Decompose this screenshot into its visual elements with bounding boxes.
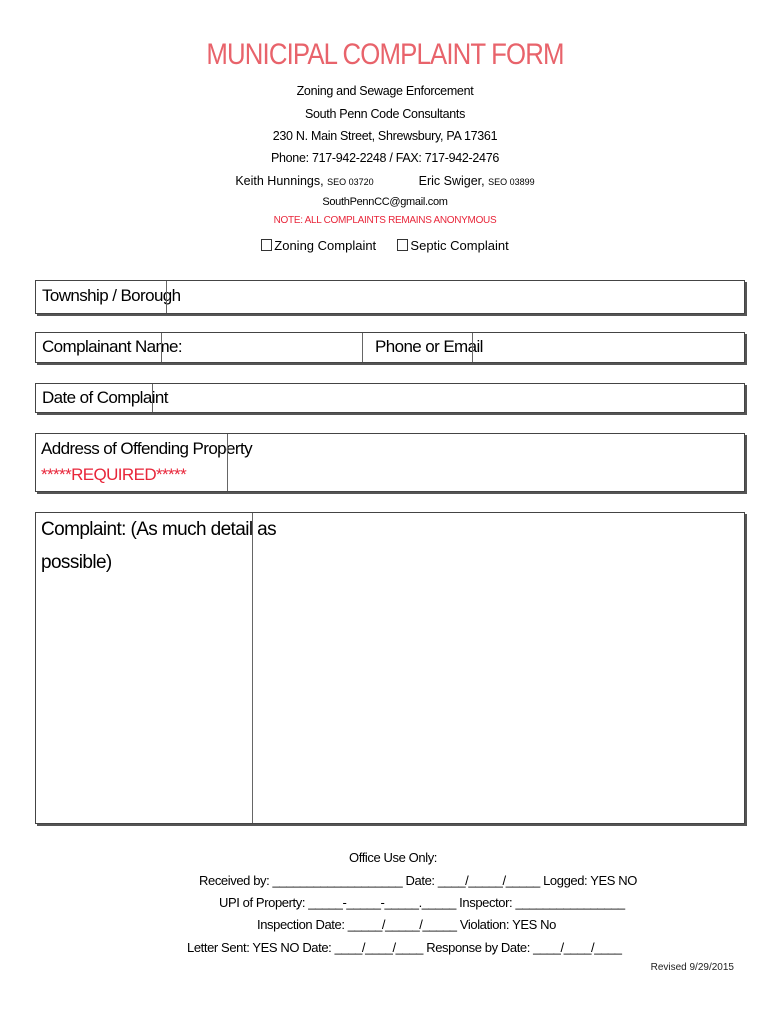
complainant-label: Complainant Name: (42, 337, 183, 356)
phone-email-label: Phone or Email (375, 337, 483, 356)
company-address: 230 N. Main Street, Shrewsbury, PA 17361 (272, 129, 498, 143)
required-note: *****REQUIRED***** (41, 465, 187, 484)
complaint-textarea[interactable] (253, 513, 744, 823)
department-name: Zoning and Sewage Enforcement (296, 84, 474, 98)
address-input[interactable] (228, 434, 744, 491)
contact2-name: Eric Swiger, (418, 174, 485, 188)
complainant-input[interactable] (162, 333, 362, 362)
date-input[interactable] (153, 384, 744, 412)
contact1-name: Keith Hunnings, (235, 174, 324, 188)
septic-checkbox[interactable] (397, 238, 508, 253)
office-line-inspection: Inspection Date: _____/_____/_____ Violation: YES No (257, 917, 556, 932)
zoning-checkbox[interactable] (261, 238, 376, 253)
zoning-label: Zoning Complaint (274, 238, 377, 253)
checkbox-icon[interactable] (397, 239, 408, 251)
complaint-label-line2: possible) (41, 552, 112, 573)
company-phone-fax: Phone: 717-942-2248 / FAX: 717-942-2476 (270, 151, 500, 165)
office-line-letter: Letter Sent: YES NO Date: ____/____/____ Response by Date: ____/____/____ (187, 940, 622, 955)
contact1-seo: SEO 03720 (327, 177, 374, 187)
anonymous-note: NOTE: ALL COMPLAINTS REMAINS ANONYMOUS (273, 215, 497, 226)
contact-email: SouthPennCC@gmail.com (322, 196, 448, 208)
office-line-upi: UPI of Property: _____-_____-_____._____ Inspector: ________________ (219, 895, 625, 910)
township-label: Township / Borough (42, 286, 181, 305)
township-row (35, 280, 745, 314)
date-row (35, 383, 745, 413)
complaint-row (35, 512, 745, 824)
address-row (35, 433, 745, 492)
septic-label: Septic Complaint (410, 238, 509, 253)
township-input[interactable] (167, 281, 744, 313)
address-label: Address of Offending Property (41, 439, 252, 458)
complaint-type-checkboxes (0, 238, 770, 253)
checkbox-icon[interactable] (261, 239, 272, 251)
form-title: MUNICIPAL COMPLAINT FORM (206, 38, 564, 71)
contact2-seo: SEO 03899 (488, 177, 535, 187)
complaint-label-line1: Complaint: (As much detail as (41, 519, 276, 540)
contact-officers (0, 174, 770, 188)
phone-email-input[interactable] (473, 333, 744, 362)
company-name: South Penn Code Consultants (304, 107, 466, 121)
complainant-row (35, 332, 745, 363)
date-label: Date of Complaint (42, 388, 168, 407)
office-heading: Office Use Only: (349, 850, 438, 865)
office-line-received: Received by: ___________________ Date: ____/_____/_____ Logged: YES NO (199, 873, 637, 888)
revised-date: Revised 9/29/2015 (650, 962, 734, 973)
